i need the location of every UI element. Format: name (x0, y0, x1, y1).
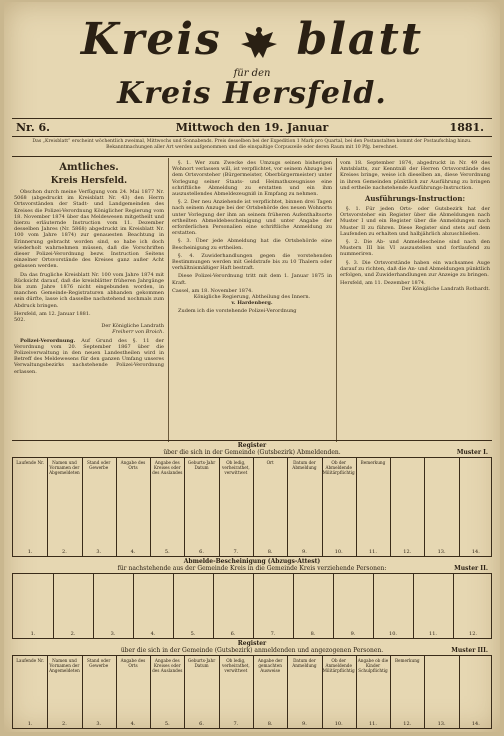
column-number: 13. (437, 549, 446, 555)
column-number: 12. (469, 631, 477, 637)
register-table-2 (12, 573, 492, 639)
column-number: 2. (70, 631, 76, 637)
column-number: 2. (62, 721, 67, 727)
table-column (322, 656, 357, 728)
column-number: 8. (267, 549, 273, 555)
table-column (150, 656, 185, 728)
section-heading: Amtliches. (59, 162, 119, 173)
table3-muster: Muster III. (451, 647, 488, 654)
table1-title: Register (237, 442, 267, 449)
column-number: 7. (233, 721, 239, 727)
paragraph: §. 1. Wer zum Zwecke des Umzugs seinen bisherigen Wohnort verlassen will, ist verpflichtet, vor seinem Abzuge bei dem Ortsvorsteher (Bürgermeister, Oberbürgermeister) unter Vorlegung seiner Staats- und Heimathszeugnisse eine schriftliche Abmeldung zu erstatten und ein ihm auszustellendes Abmeldezeugniß in Empfang zu nehmen. (172, 160, 332, 198)
table-column (173, 574, 214, 638)
column-number: 9. (350, 631, 356, 637)
register-table-3 (12, 655, 492, 729)
table-column (116, 458, 151, 556)
column-number: 12. (403, 549, 412, 555)
masthead-subtitle: Kreis Hersfeld. (117, 76, 387, 111)
table-column (356, 458, 391, 556)
column-number: 10. (389, 631, 397, 637)
column-header: Bemerkung (394, 658, 420, 663)
column-header: Laufende Nr. (16, 460, 44, 465)
column-number: 4. (130, 549, 136, 555)
table-column (293, 574, 334, 638)
table-column (424, 458, 459, 556)
table-column (82, 458, 117, 556)
paragraph: vom 18. September 1874, abgedruckt in Nr. 49 des Amtsblatts, zur Kenntniß der Herren Ortsvorstände des Kreises bringe, weise ich dieselben an, diese Verordnung in ihren Gemeinden pünktlich zur Ausführung zu bringen und ertheile nachstehende Ausführungs-Instruction. (340, 160, 490, 191)
paragraph: §. 2. Die Ab- und Anmeldescheine sind nach den Mustern III bis VI auszustellen und fortlaufend zu nummeriren. (340, 239, 490, 258)
column-number: 11. (369, 549, 377, 555)
office: Der Königliche Landrath (101, 323, 164, 330)
table-column (356, 656, 391, 728)
masthead (4, 6, 500, 116)
column-header: Datum der Abmeldung (292, 460, 317, 470)
column-number: 9. (302, 549, 307, 555)
table3-caption: über die sich in der Gemeinde (Gutsbezirk) anmeldenden und angezogenen Personen. (120, 647, 384, 654)
table3-title: Register (237, 640, 267, 647)
column-number: 14. (471, 549, 480, 555)
dateline: Hersfeld, am 11. Dezember 1874. (340, 280, 426, 287)
table-column (253, 574, 294, 638)
column-number: 5. (164, 549, 170, 555)
masthead-title (4, 14, 500, 65)
table-column (47, 656, 82, 728)
table-column (150, 458, 185, 556)
table-column (13, 458, 48, 556)
paragraph: §. 2. Der neu Anziehende ist verpflichtet, binnen drei Tagen nach seinem Anzuge bei der Ortsbehörde des neuen Wohnorts unter Vorlegung der ihm an seinem früheren Aufenthaltsorte ertheilten Abmeldebescheinigung und unter Angabe der erforderlichen Personalien eine schriftliche Anmeldung zu erstatten. (172, 199, 332, 237)
divider (12, 136, 492, 137)
table-column (373, 574, 414, 638)
column-rule (168, 158, 169, 442)
table-column (53, 574, 94, 638)
column-number: 8. (267, 721, 273, 727)
table-column (82, 656, 117, 728)
issue-year: 1881. (449, 121, 484, 134)
office: Der Königliche Landrath Rothardt. (401, 286, 490, 293)
dateline: Cassel, am 18. November 1874. (172, 287, 253, 294)
column-rule (336, 158, 337, 442)
column-number: 7. (270, 631, 276, 637)
table2-muster: Muster II. (454, 565, 488, 572)
column-header: Angabe des Orts (120, 658, 146, 668)
column-header: Ob ledig, verheirathet, verwittwet (221, 658, 250, 673)
column-number: 12. (403, 721, 412, 727)
eagle-icon (239, 26, 279, 60)
newspaper-page (4, 2, 500, 732)
column-number: 6. (230, 631, 236, 637)
column-instruction (340, 160, 490, 440)
column-header: Angabe der gemachten Ausweise (257, 658, 283, 673)
title-left: Kreis (80, 14, 222, 65)
dateline: Hersfeld, am 12. Januar 1881. (14, 310, 91, 317)
column-header: Ob der Anmeldende Militärpflichtig (322, 658, 355, 673)
paragraph: Zudem ich die vorstehende Polizei-Verordnung (178, 308, 297, 315)
paragraph: Diese Polizei-Verordnung tritt mit dem 1. Januar 1875 in Kraft. (172, 273, 332, 286)
divider (12, 156, 492, 157)
ordinance-title: Polizei-Verordnung. (20, 337, 76, 344)
column-number: 3. (96, 549, 102, 555)
column-header: Laufende Nr. (16, 658, 44, 663)
table-column (116, 656, 151, 728)
table2-caption: für nachstehende aus der Gemeinde Kreis in die Gemeinde Kreis verziehende Personen: (117, 565, 387, 572)
paragraph: §. 3. Die Ortsvorstände haben ein wachsames Auge darauf zu richten, daß die An- und Abmeldungen pünktlich erfolgen, und Zuwiderhandlungen zur Anzeige zu bringen. (340, 259, 490, 279)
table-column (459, 458, 493, 556)
paragraph: §. 3. Über jede Abmeldung hat die Ortsbehörde eine Bescheinigung zu ertheilen. (172, 238, 332, 251)
column-header: Datum der Anmeldung (292, 658, 317, 668)
table-column (133, 574, 174, 638)
column-number: 3. (110, 631, 116, 637)
column-number: 10. (334, 549, 343, 555)
issue-date: Mittwoch den 19. Januar (175, 121, 329, 134)
divider (12, 118, 492, 119)
column-header: Angabe ob die Kinder Schulpflichtig (357, 658, 389, 673)
table-column (219, 656, 254, 728)
table-column (219, 458, 254, 556)
column-header: Stand oder Gewerbe (86, 460, 111, 470)
register-table-1 (12, 457, 492, 557)
column-header: Ob ledig, verheirathet, verwittwet (221, 460, 250, 475)
column-header: Bemerkung (360, 460, 386, 465)
masthead-fuer: für den (233, 68, 271, 79)
column-official (14, 160, 164, 440)
column-number: 1. (27, 721, 33, 727)
column-header: Namen und Vornamen der Abgemeldeten (49, 460, 80, 475)
paragraph: §. 4. Zuwiderhandlungen gegen die vorstehenden Bestimmungen werden mit Geldstrafe bis zu 10 Thalern oder verhältnismäßiger Haft bestraft. (172, 252, 332, 272)
table-column (47, 458, 82, 556)
column-number: 4. (150, 631, 156, 637)
subscription-notice: Das „Kreisblatt“ erscheint wöchentlich zweimal, Mittwochs und Sonnabends. Preis desselben bei der Expedition 1 Mark pro Quartal, bei den Postanstalten kommt der Postaufschlag hinzu. Bekanntmachungen aller Art werden aufgenommen und die einspaltige Corpuszeile oder deren Raum mit 10 Pfg. berechnet. (32, 139, 472, 150)
table2-title: Abmelde-Bescheinigung (Abzugs-Attest) (183, 558, 321, 565)
column-header: Geburts-Jahr Datum (187, 460, 216, 470)
office: Königliche Regierung, Abtheilung des Innern. (193, 294, 311, 301)
column-number: 6. (199, 549, 204, 555)
column-header: Namen und Vornamen der Angemeldeten (49, 658, 80, 673)
table-column (287, 458, 322, 556)
column-number: 14. (471, 721, 480, 727)
table-column (213, 574, 254, 638)
table1-caption: über die sich in der Gemeinde (Gutsbezirk) Abmeldenden. (163, 449, 341, 456)
paragraph: Da das frugliche Kreisblatt Nr. 100 vom Jahre 1874 mit Rücksicht darauf, daß die kreisblätter früheren Jahrgänge bis zum Jahre 1876 nicht eingebunden worden, in manchen Gemeinde-Registraturen abhanden gekommen sein dürfte, lasse ich dasselbe nachstehend nochmals zum Abdruck bringen. (14, 271, 164, 309)
table-column (424, 656, 459, 728)
table-column (253, 656, 288, 728)
column-number: 10. (334, 721, 343, 727)
table-column (184, 458, 219, 556)
table-column (413, 574, 454, 638)
paragraph: Obschon durch meine Verfügung vom 24. Mai 1877 Nr. 5068 (abgedruckt im Kreisblatt Nr. 43) den Herrn Ortsvorständen der Stadt- und Landgemeinden des Kreises die Polizei-Verordnung Königlicher Regierung vom 18. November 1874 über das Meldewesen mitgetheilt und hierzu erläuternde Instruction vom 11. Dezember desselben Jahres (Nr. 5868) abgedruckt im Kreisblatt Nr. 100 vom Jahre 1874) zur genauesten Beachtung in Erinnerung gebracht worden sind, so habe ich doch wiederholt wahrnehmen müssen, daß die Vorschriften dieser Polizei-Verordnung bezw. Instruction Seitens einzelner Ortsvorstände des Kreises ganz außer Acht gelassen werden. (14, 189, 164, 270)
issue-number: Nr. 6. (16, 121, 50, 134)
column-number: 5. (190, 631, 196, 637)
column-header: Angabe des Kreises oder des Auslandes (152, 460, 183, 475)
column-number: 1. (30, 631, 36, 637)
column-header: Ort (266, 460, 274, 465)
table-column (93, 574, 134, 638)
table1-muster: Muster I. (456, 449, 488, 456)
paragraph: §. 1. Für jeden Orts- oder Gutsbezirk hat der Ortsvorsteher ein Register über die Abmeldungen nach Muster I und ein Register über die Anmeldungen nach Muster II zu führen. Diese Register sind stets auf dem Laufenden zu erhalten und halbjährlich abzuschließen. (340, 206, 490, 237)
table-column (322, 458, 357, 556)
signature: v. Hardenberg. (231, 300, 273, 307)
table-column (390, 656, 425, 728)
column-number: 4. (130, 721, 136, 727)
column-number: 9. (302, 721, 307, 727)
paragraph: Auf Grund des §. 11 der Verordnung vom 20. September 1867 über die Polizeiverwaltung in den neuen Landestheilen wird in Betreff des Meldewesens für den ganzen Umfang unseres Verwaltungsbezirks nachstehende Polizei-Verordnung erlassen. (14, 337, 164, 375)
table-column (459, 656, 493, 728)
date-bar (12, 120, 492, 136)
table-column (390, 458, 425, 556)
divider (12, 440, 492, 441)
table-column (333, 574, 374, 638)
table-column (13, 656, 48, 728)
section-heading: Ausführungs-Instruction: (364, 194, 466, 204)
table-column (13, 574, 54, 638)
table-column (253, 458, 288, 556)
column-number: 6. (199, 721, 204, 727)
table-column (287, 656, 322, 728)
reference-number: 502. (14, 317, 26, 324)
column-number: 2. (62, 549, 67, 555)
column-number: 7. (233, 549, 239, 555)
column-header: Angabe des Orts (120, 460, 146, 470)
section-subheading: Kreis Hersfeld. (50, 176, 128, 186)
forms-section (12, 442, 492, 728)
column-number: 11. (429, 631, 437, 637)
table-column (453, 574, 493, 638)
signature: Freiherr von Broich. (112, 329, 164, 336)
column-number: 8. (310, 631, 316, 637)
column-number: 13. (437, 721, 446, 727)
title-right: blatt (296, 14, 424, 65)
column-ordinance (172, 160, 332, 440)
column-number: 1. (27, 549, 33, 555)
table-column (184, 656, 219, 728)
column-number: 11. (369, 721, 377, 727)
column-header: Angabe des Kreises oder des Auslandes (152, 658, 183, 673)
column-header: Ob der Abmeldende Militärpflichtig (322, 460, 355, 475)
column-number: 5. (164, 721, 170, 727)
column-header: Geburts-Jahr Datum (187, 658, 216, 668)
column-number: 3. (96, 721, 102, 727)
column-header: Stand oder Gewerbe (86, 658, 111, 668)
